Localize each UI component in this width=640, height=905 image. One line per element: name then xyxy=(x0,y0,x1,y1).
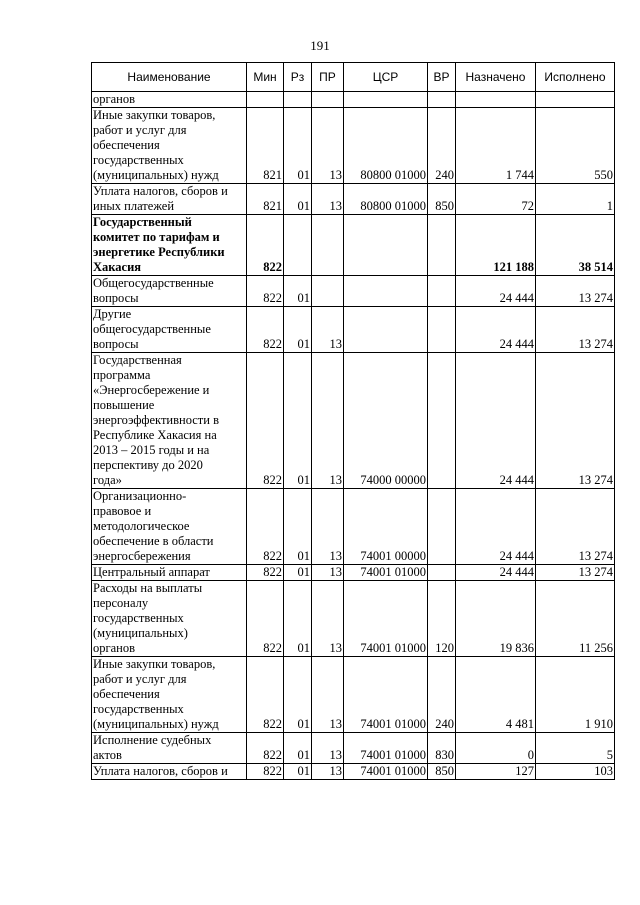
column-header-executed: Исполнено xyxy=(536,63,615,92)
cell-assigned xyxy=(456,92,536,108)
header-row xyxy=(92,63,615,92)
cell-name: Уплата налогов, сборов и иных платежей xyxy=(92,184,247,215)
table-header xyxy=(92,63,615,92)
cell-executed: 38 514 xyxy=(536,215,615,276)
cell-min: 822 xyxy=(247,353,284,489)
table-row xyxy=(92,764,615,780)
cell-vr: 850 xyxy=(428,184,456,215)
cell-assigned: 24 444 xyxy=(456,276,536,307)
cell-pr: 13 xyxy=(312,581,344,657)
cell-csr xyxy=(344,307,428,353)
cell-executed: 5 xyxy=(536,733,615,764)
column-header-pr: ПР xyxy=(312,63,344,92)
cell-executed: 103 xyxy=(536,764,615,780)
cell-assigned: 24 444 xyxy=(456,307,536,353)
cell-pr: 13 xyxy=(312,353,344,489)
column-header-min: Мин xyxy=(247,63,284,92)
cell-executed: 13 274 xyxy=(536,489,615,565)
cell-pr xyxy=(312,276,344,307)
cell-vr: 830 xyxy=(428,733,456,764)
cell-name: Государственный комитет по тарифам и энергетике Республики Хакасия xyxy=(92,215,247,276)
cell-csr: 74001 01000 xyxy=(344,657,428,733)
table-row xyxy=(92,565,615,581)
cell-vr xyxy=(428,92,456,108)
cell-rz: 01 xyxy=(284,733,312,764)
cell-vr: 240 xyxy=(428,108,456,184)
cell-name: Общегосударственные вопросы xyxy=(92,276,247,307)
cell-pr: 13 xyxy=(312,657,344,733)
cell-vr xyxy=(428,565,456,581)
cell-name: Государственная программа «Энергосбережение и повышение энергоэффективности в Республике Хакасия на 2013 – 2015 годы и на перспективу до 2020 года» xyxy=(92,353,247,489)
cell-pr: 13 xyxy=(312,108,344,184)
cell-min: 822 xyxy=(247,733,284,764)
cell-rz: 01 xyxy=(284,276,312,307)
cell-min: 822 xyxy=(247,581,284,657)
page-number: 191 xyxy=(310,38,330,53)
cell-name: Иные закупки товаров, работ и услуг для обеспечения государственных (муниципальных) нужд xyxy=(92,108,247,184)
cell-min: 822 xyxy=(247,276,284,307)
column-header-assigned: Назначено xyxy=(456,63,536,92)
cell-csr: 80800 01000 xyxy=(344,184,428,215)
cell-assigned: 127 xyxy=(456,764,536,780)
cell-csr: 80800 01000 xyxy=(344,108,428,184)
table-body xyxy=(92,92,615,780)
table-row xyxy=(92,276,615,307)
cell-assigned: 1 744 xyxy=(456,108,536,184)
cell-rz: 01 xyxy=(284,489,312,565)
cell-rz: 01 xyxy=(284,108,312,184)
cell-rz: 01 xyxy=(284,581,312,657)
cell-min: 821 xyxy=(247,108,284,184)
cell-executed: 13 274 xyxy=(536,276,615,307)
table-row xyxy=(92,307,615,353)
cell-name: Организационно- правовое и методологическое обеспечение в области энергосбережения xyxy=(92,489,247,565)
cell-vr: 240 xyxy=(428,657,456,733)
cell-min: 822 xyxy=(247,489,284,565)
cell-executed: 13 274 xyxy=(536,353,615,489)
cell-executed: 550 xyxy=(536,108,615,184)
table-row xyxy=(92,581,615,657)
cell-min xyxy=(247,92,284,108)
table-row xyxy=(92,489,615,565)
table-row xyxy=(92,108,615,184)
column-header-name: Наименование xyxy=(92,63,247,92)
cell-executed: 11 256 xyxy=(536,581,615,657)
cell-name: Расходы на выплаты персоналу государственных (муниципальных) органов xyxy=(92,581,247,657)
cell-executed: 1 xyxy=(536,184,615,215)
cell-csr: 74001 00000 xyxy=(344,489,428,565)
cell-vr xyxy=(428,276,456,307)
table-row xyxy=(92,215,615,276)
cell-vr xyxy=(428,489,456,565)
table-row xyxy=(92,353,615,489)
cell-min: 822 xyxy=(247,764,284,780)
table-row xyxy=(92,733,615,764)
table-row xyxy=(92,657,615,733)
cell-csr: 74000 00000 xyxy=(344,353,428,489)
cell-csr xyxy=(344,215,428,276)
cell-vr xyxy=(428,215,456,276)
cell-executed: 13 274 xyxy=(536,307,615,353)
cell-assigned: 4 481 xyxy=(456,657,536,733)
cell-min: 821 xyxy=(247,184,284,215)
cell-pr: 13 xyxy=(312,307,344,353)
cell-csr xyxy=(344,92,428,108)
cell-assigned: 121 188 xyxy=(456,215,536,276)
cell-pr: 13 xyxy=(312,489,344,565)
cell-rz: 01 xyxy=(284,307,312,353)
table-row xyxy=(92,92,615,108)
cell-name: Уплата налогов, сборов и xyxy=(92,764,247,780)
cell-vr: 850 xyxy=(428,764,456,780)
cell-csr: 74001 01000 xyxy=(344,581,428,657)
column-header-vr: ВР xyxy=(428,63,456,92)
column-header-csr: ЦСР xyxy=(344,63,428,92)
cell-vr xyxy=(428,353,456,489)
cell-csr: 74001 01000 xyxy=(344,565,428,581)
cell-min: 822 xyxy=(247,565,284,581)
cell-pr: 13 xyxy=(312,764,344,780)
cell-assigned: 24 444 xyxy=(456,565,536,581)
cell-rz xyxy=(284,215,312,276)
cell-min: 822 xyxy=(247,657,284,733)
cell-pr: 13 xyxy=(312,733,344,764)
cell-assigned: 72 xyxy=(456,184,536,215)
cell-rz: 01 xyxy=(284,764,312,780)
cell-executed: 1 910 xyxy=(536,657,615,733)
cell-name: органов xyxy=(92,92,247,108)
cell-rz: 01 xyxy=(284,353,312,489)
cell-rz xyxy=(284,92,312,108)
cell-csr: 74001 01000 xyxy=(344,733,428,764)
table-row xyxy=(92,184,615,215)
cell-rz: 01 xyxy=(284,565,312,581)
cell-name: Иные закупки товаров, работ и услуг для обеспечения государственных (муниципальных) нужд xyxy=(92,657,247,733)
cell-pr xyxy=(312,215,344,276)
cell-executed xyxy=(536,92,615,108)
cell-assigned: 24 444 xyxy=(456,353,536,489)
cell-vr xyxy=(428,307,456,353)
cell-csr: 74001 01000 xyxy=(344,764,428,780)
cell-name: Другие общегосударственные вопросы xyxy=(92,307,247,353)
cell-name: Исполнение судебных актов xyxy=(92,733,247,764)
cell-csr xyxy=(344,276,428,307)
cell-pr: 13 xyxy=(312,565,344,581)
cell-min: 822 xyxy=(247,307,284,353)
cell-pr: 13 xyxy=(312,184,344,215)
cell-assigned: 0 xyxy=(456,733,536,764)
cell-rz: 01 xyxy=(284,184,312,215)
cell-min: 822 xyxy=(247,215,284,276)
cell-assigned: 19 836 xyxy=(456,581,536,657)
cell-vr: 120 xyxy=(428,581,456,657)
cell-assigned: 24 444 xyxy=(456,489,536,565)
cell-pr xyxy=(312,92,344,108)
cell-rz: 01 xyxy=(284,657,312,733)
cell-name: Центральный аппарат xyxy=(92,565,247,581)
cell-executed: 13 274 xyxy=(536,565,615,581)
column-header-rz: Рз xyxy=(284,63,312,92)
budget-table xyxy=(91,62,615,780)
